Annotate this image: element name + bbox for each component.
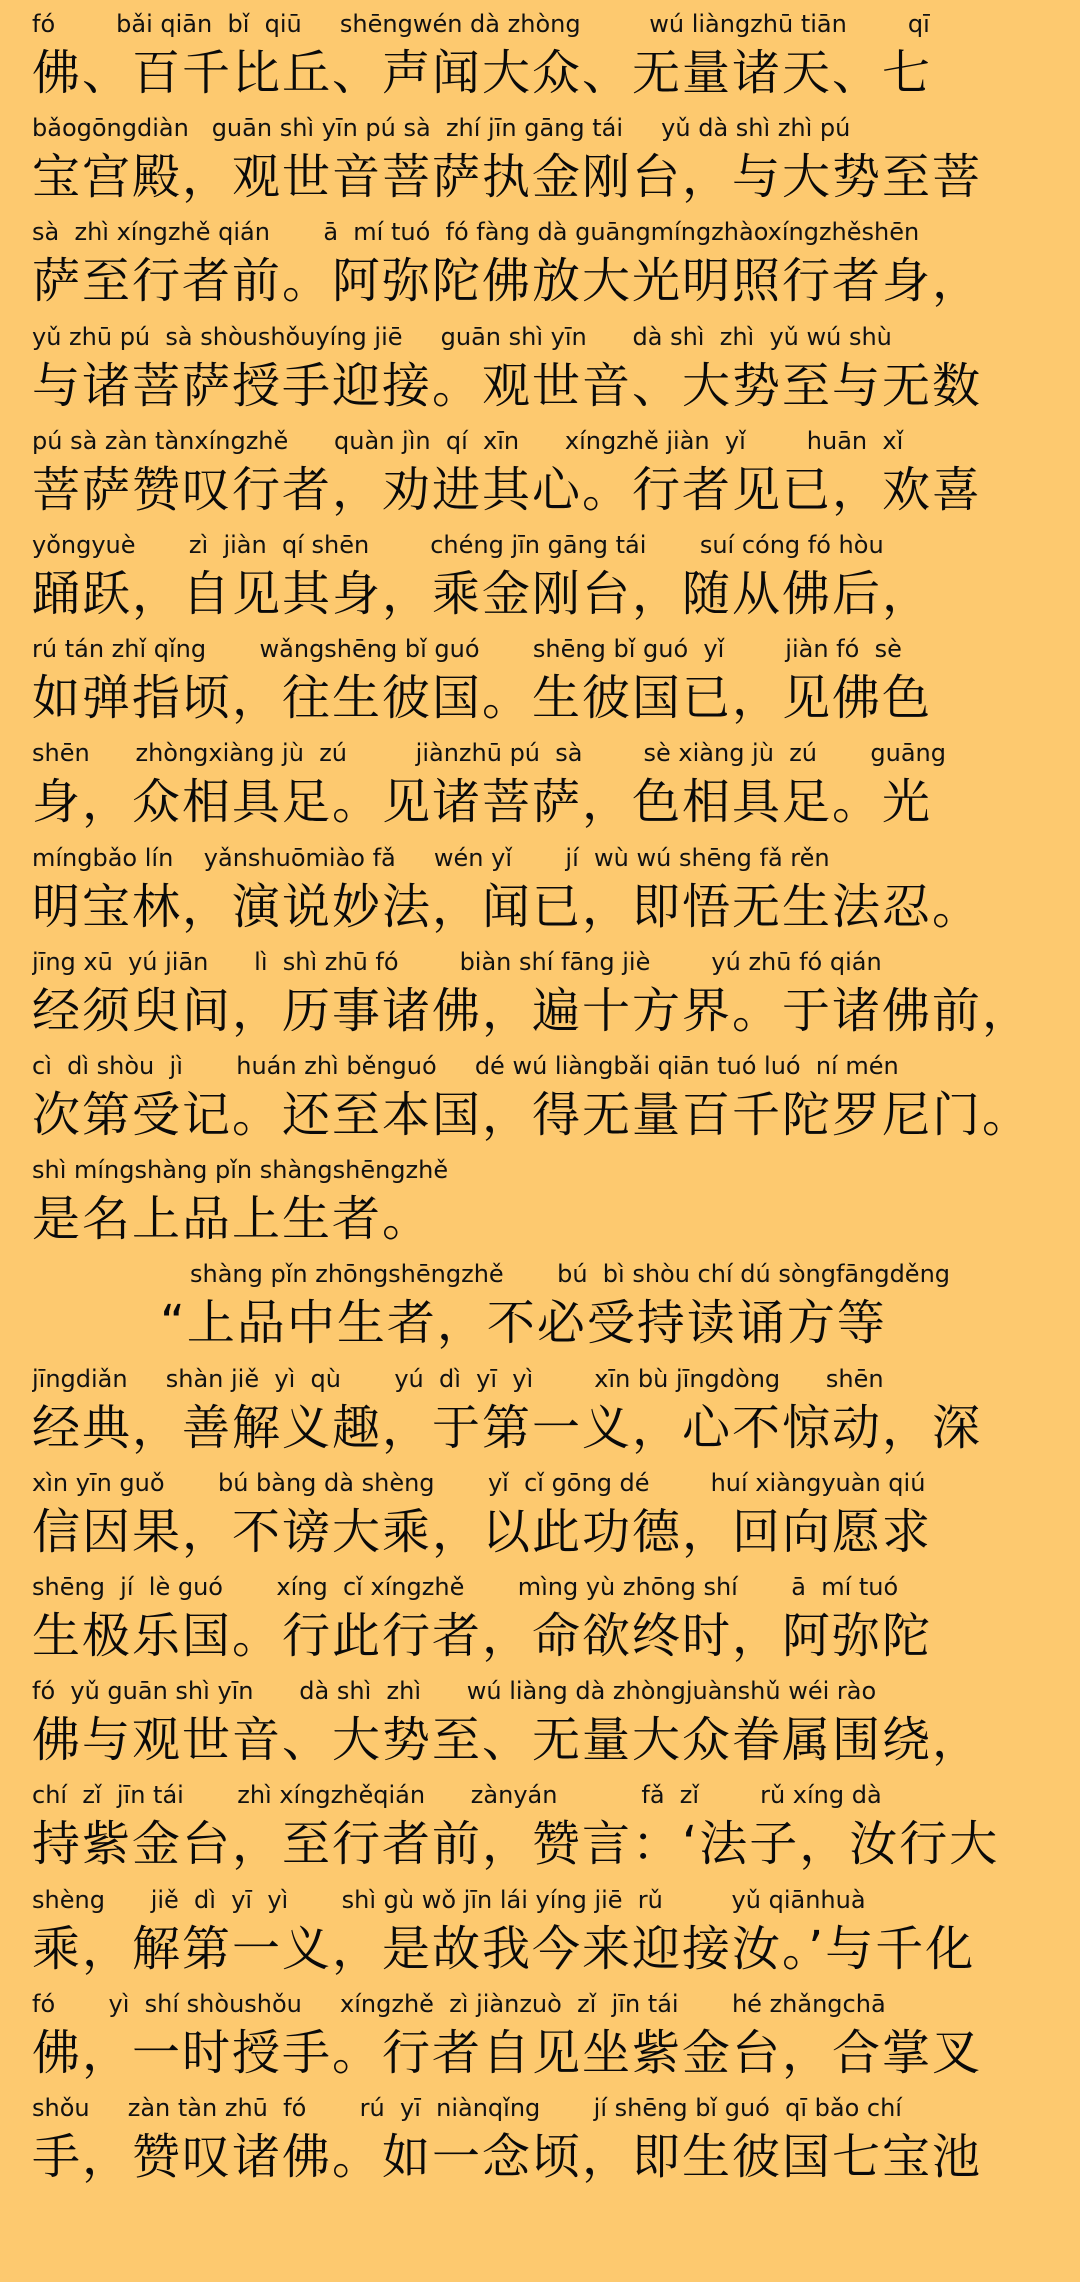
chinese-text: 与诸菩萨授手迎接。观世音、大势至与无数 xyxy=(32,357,983,414)
pinyin-annotation: shèng jiě dì yī yì shì gù wǒ jīn lái yíng jiē rǔ yǔ qiānhuà xyxy=(32,1885,866,1914)
chinese-text: 佛与观世音、大势至、无量大众眷属围绕， xyxy=(32,1712,983,1769)
text-line xyxy=(0,313,1080,417)
pinyin-annotation: fó yǔ guān shì yīn dà shì zhì wú liàng dà zhòngjuànshǔ wéi rào xyxy=(32,1677,877,1706)
chinese-text: 是名上品上生者。 xyxy=(32,1191,433,1248)
text-line xyxy=(0,625,1080,729)
text-line xyxy=(0,208,1080,312)
chinese-text: 生极乐国。行此行者，命欲终时，阿弥陀 xyxy=(32,1608,933,1664)
pinyin-annotation: xìn yīn guǒ bú bàng dà shèng yǐ cǐ gōng dé huí xiàngyuàn qiú xyxy=(32,1468,926,1497)
chinese-text: 持紫金台，至行者前，赞言：‘法子，汝行大 xyxy=(32,1816,1000,1873)
text-line xyxy=(0,1876,1080,1980)
pinyin-annotation: cì dì shòu jì huán zhì běnguó dé wú liàngbǎi qiān tuó luó ní mén xyxy=(32,1052,899,1080)
pinyin-annotation: fó bǎi qiān bǐ qiū shēngwén dà zhòng wú liàngzhū tiān qī xyxy=(32,10,930,38)
text-line xyxy=(0,1042,1080,1146)
pinyin-annotation: bǎogōngdiàn guān shì yīn pú sà zhí jīn gāng tái yǔ dà shì zhì pú xyxy=(32,114,851,143)
pinyin-annotation: pú sà zàn tànxíngzhě quàn jìn qí xīn xíngzhě jiàn yǐ huān xǐ xyxy=(32,426,904,455)
text-line xyxy=(0,0,1080,104)
chinese-text: 身，众相具足。见诸菩萨，色相具足。光 xyxy=(32,774,933,831)
text-line xyxy=(0,417,1080,521)
text-line xyxy=(0,2084,1080,2188)
pinyin-annotation: míngbǎo lín yǎnshuōmiào fǎ wén yǐ jí wù wú shēng fǎ rěn xyxy=(32,843,830,872)
text-line xyxy=(0,1980,1080,2084)
chinese-text: 经须臾间，历事诸佛，遍十方界。于诸佛前， xyxy=(32,982,1033,1039)
pinyin-annotation: shēng jí lè guó xíng cǐ xíngzhě mìng yù zhōng shí ā mí tuó xyxy=(32,1573,899,1601)
pinyin-annotation: fó yì shí shòushǒu xíngzhě zì jiànzuò zǐ jīn tái hé zhǎngchā xyxy=(32,1989,886,2018)
text-line xyxy=(0,104,1080,208)
text-line xyxy=(0,1146,1080,1250)
pinyin-annotation: shǒu zàn tàn zhū fó rú yī niànqǐng jí shēng bǐ guó qī bǎo chí xyxy=(32,2094,902,2122)
pinyin-annotation: yǔ zhū pú sà shòushǒuyíng jiē guān shì yīn dà shì zhì yǔ wú shù xyxy=(32,322,892,351)
chinese-text: 佛，一时授手。行者自见坐紫金台，合掌叉 xyxy=(32,2024,983,2081)
text-line xyxy=(0,1667,1080,1771)
chinese-text: 经典，善解义趣，于第一义，心不惊动，深 xyxy=(32,1399,983,1456)
text-line xyxy=(0,834,1080,938)
text-line xyxy=(0,1563,1080,1667)
pinyin-annotation: jīngdiǎn shàn jiě yì qù yú dì yī yì xīn bù jīngdòng shēn xyxy=(32,1364,884,1393)
text-line xyxy=(0,938,1080,1042)
text-line xyxy=(0,1250,1080,1354)
chinese-text: 菩萨赞叹行者，劝进其心。行者见已，欢喜 xyxy=(32,461,983,518)
text-line xyxy=(0,1355,1080,1459)
chinese-text: 信因果，不谤大乘，以此功德，回向愿求 xyxy=(32,1503,933,1560)
pinyin-annotation: shēn zhòngxiàng jù zú jiànzhū pú sà sè xiàng jù zú guāng xyxy=(32,739,947,768)
pinyin-annotation: sà zhì xíngzhě qián ā mí tuó fó fàng dà guāngmíngzhàoxíngzhěshēn xyxy=(32,218,920,247)
chinese-text: 踊跃，自见其身，乘金刚台，随从佛后， xyxy=(32,566,933,622)
chinese-text: 次第受记。还至本国，得无量百千陀罗尼门。 xyxy=(32,1087,1033,1143)
text-line xyxy=(0,521,1080,625)
pinyin-annotation: rú tán zhǐ qǐng wǎngshēng bǐ guó shēng bǐ guó yǐ jiàn fó sè xyxy=(32,635,902,664)
text-line xyxy=(0,729,1080,833)
pinyin-annotation: shì míngshàng pǐn shàngshēngzhě xyxy=(32,1156,449,1185)
pinyin-annotation: yǒngyuè zì jiàn qí shēn chéng jīn gāng tái suí cóng fó hòu xyxy=(32,531,884,559)
chinese-text: 手，赞叹诸佛。如一念顷，即生彼国七宝池 xyxy=(32,2129,983,2185)
pinyin-annotation: chí zǐ jīn tái zhì xíngzhěqián zànyán fǎ zǐ rǔ xíng dà xyxy=(32,1781,882,1810)
chinese-text: 萨至行者前。阿弥陀佛放大光明照行者身， xyxy=(32,253,983,310)
text-line xyxy=(0,1771,1080,1875)
chinese-text: 明宝林，演说妙法，闻已，即悟无生法忍。 xyxy=(32,878,983,935)
chinese-text: 宝宫殿，观世音菩萨执金刚台，与大势至菩 xyxy=(32,149,983,206)
chinese-text: 乘，解第一义，是故我今来迎接汝。’与千化 xyxy=(32,1920,976,1977)
pinyin-annotation: shàng pǐn zhōngshēngzhě bú bì shòu chí dú sòngfāngděng xyxy=(190,1260,951,1289)
text-line xyxy=(0,1459,1080,1563)
chinese-text: 如弹指顷，往生彼国。生彼国已，见佛色 xyxy=(32,670,933,727)
chinese-text: 佛、百千比丘、声闻大众、无量诸天、七 xyxy=(32,45,933,101)
pinyin-annotation: jīng xū yú jiān lì shì zhū fó biàn shí fāng jiè yú zhū fó qián xyxy=(32,947,882,976)
chinese-text: “上品中生者，不必受持读诵方等 xyxy=(160,1295,887,1352)
